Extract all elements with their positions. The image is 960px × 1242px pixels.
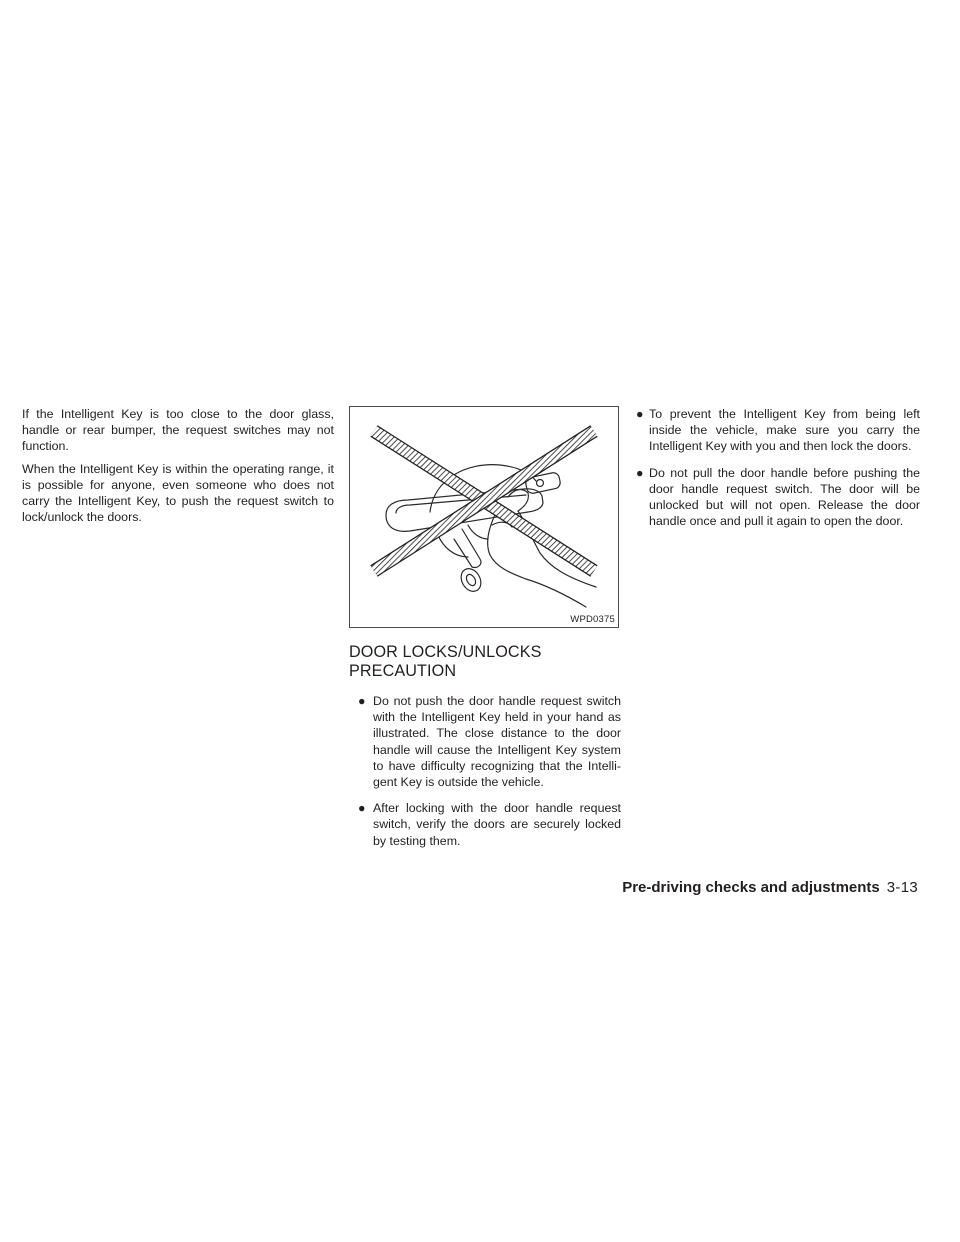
bullet-icon: ● (358, 801, 366, 816)
left-column (22, 406, 334, 531)
prohibited-cross-icon (374, 431, 594, 571)
page-number: 3-13 (886, 879, 918, 896)
right-precaution-list (636, 406, 920, 529)
list-item-text: To prevent the Intelligent Key from being left inside the vehicle, make sure you carry the Intelligent Key with you and then lock the doors. (649, 407, 920, 454)
bullet-icon: ● (636, 407, 644, 421)
section-heading-line1: DOOR LOCKS/UNLOCKS (349, 643, 542, 661)
middle-column (349, 406, 621, 859)
list-item (349, 800, 621, 849)
footer-section-title: Pre-driving checks and adjustments (622, 879, 880, 896)
right-column (636, 406, 920, 539)
paragraph-operating-range: When the Intelligent Key is within the operating range, it is possible for anyone, even someone who does not carry the Intelligent Key, to push the request switch to lock/unlock the doors. (22, 461, 334, 525)
section-heading-line2: PRECAUTION (349, 662, 457, 680)
list-item (636, 406, 920, 455)
list-item-text: Do not pull the door handle before pushing the door handle request switch. The door will be unlocked but will not open. Release the door handle once and pull it again to open the door. (649, 465, 920, 529)
section-heading (349, 643, 621, 681)
door-handle-illustration (350, 407, 618, 627)
precaution-list (349, 693, 621, 849)
bullet-icon: ● (636, 465, 644, 480)
list-item-text: Do not push the door handle request switch with the Intelligent Key held in your hand as illustrated. The close distance to the door handle will cause the Intelligent Key system to have difficulty recognizing that the Intelli-gent Key is outside the vehicle. (373, 694, 621, 790)
list-item (636, 465, 920, 530)
figure-code: WPD0375 (570, 614, 615, 625)
list-item (349, 693, 621, 790)
bullet-icon: ● (358, 694, 366, 708)
illustration-figure (349, 406, 619, 628)
page-footer (622, 879, 918, 897)
paragraph-key-too-close: If the Intelligent Key is too close to the door glass, handle or rear bumper, the request switches may not function. (22, 407, 334, 454)
list-item-text: After locking with the door handle request switch, verify the doors are securely locked by testing them. (373, 801, 621, 848)
